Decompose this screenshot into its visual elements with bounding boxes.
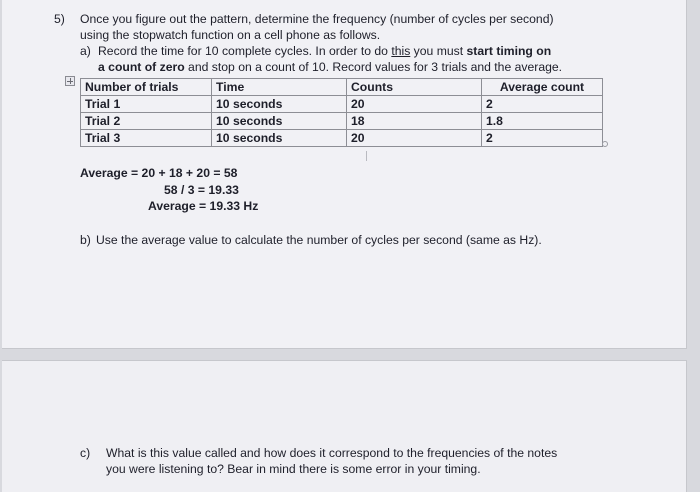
- table-header-cell[interactable]: Time: [212, 79, 347, 96]
- part-a-text-mid: you must: [410, 44, 467, 58]
- text-cursor: [366, 151, 367, 161]
- part-a-text: Record the time for 10 complete cycles. In order to do: [98, 44, 392, 58]
- table-header-row: [81, 79, 603, 96]
- table-cell[interactable]: 2: [482, 96, 603, 113]
- table-cell[interactable]: 2: [482, 130, 603, 147]
- part-b-label: b): [80, 233, 91, 247]
- table-row: [81, 96, 603, 113]
- table-cell[interactable]: 20: [347, 130, 482, 147]
- table-row: [81, 130, 603, 147]
- table-cell[interactable]: 18: [347, 113, 482, 130]
- table-cell[interactable]: 10 seconds: [212, 130, 347, 147]
- table-header-cell[interactable]: Number of trials: [81, 79, 212, 96]
- table-cell[interactable]: Trial 3: [81, 130, 212, 147]
- part-a-instruction-line2: [98, 60, 562, 75]
- calculation-line2: 58 / 3 = 19.33: [164, 183, 239, 197]
- table-cell[interactable]: 10 seconds: [212, 113, 347, 130]
- table-cell[interactable]: 10 seconds: [212, 96, 347, 113]
- part-b-question: Use the average value to calculate the number of cycles per second (same as Hz).: [96, 233, 542, 247]
- part-a-bold-text: start timing on: [466, 44, 552, 58]
- trials-table[interactable]: [80, 78, 603, 147]
- calculation-line1: Average = 20 + 18 + 20 = 58: [80, 166, 238, 180]
- part-c-label: c): [80, 446, 91, 460]
- table-cell[interactable]: Trial 1: [81, 96, 212, 113]
- part-a-text-rest: and stop on a count of 10. Record values for 3 trials and the average.: [184, 60, 563, 74]
- table-header-cell[interactable]: Average count: [482, 79, 603, 96]
- table-row: [81, 113, 603, 130]
- part-c-question-line1: What is this value called and how does it correspond to the frequencies of the notes: [106, 446, 558, 460]
- table-resize-handle-icon[interactable]: [602, 141, 608, 147]
- table-cell[interactable]: 20: [347, 96, 482, 113]
- table-move-handle-icon[interactable]: [65, 76, 75, 86]
- question-number: 5): [54, 12, 65, 26]
- question-text-line1: Once you figure out the pattern, determine the frequency (number of cycles per second): [80, 12, 554, 26]
- table-cell[interactable]: 1.8: [482, 113, 603, 130]
- part-a-underlined-word: this: [391, 44, 411, 58]
- part-a-label: a): [80, 44, 91, 58]
- part-c-question-line2: you were listening to? Bear in mind there is some error in your timing.: [106, 462, 481, 476]
- table-header-cell[interactable]: Counts: [347, 79, 482, 96]
- question-text-line2: using the stopwatch function on a cell phone as follows.: [80, 28, 381, 42]
- calculation-line3: Average = 19.33 Hz: [148, 199, 259, 213]
- table-cell[interactable]: Trial 2: [81, 113, 212, 130]
- part-a-bold-count: a count of zero: [98, 60, 185, 74]
- part-a-instruction-line1: [98, 44, 551, 59]
